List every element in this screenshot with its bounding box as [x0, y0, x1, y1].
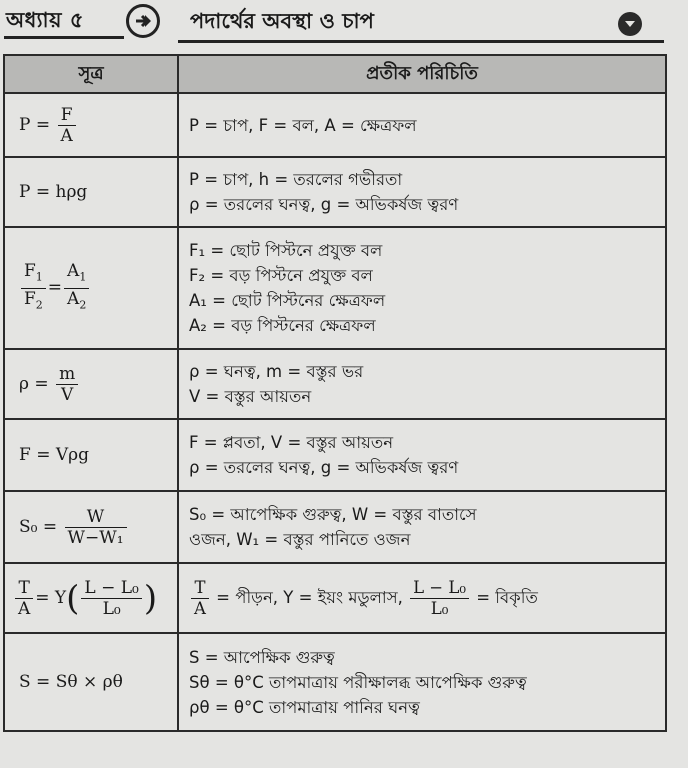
- symbols-cell: [178, 563, 666, 633]
- symbol-line: P = চাপ, h = তরলের গভীরতা: [189, 170, 403, 189]
- table-header-row: [4, 55, 666, 93]
- formula-fraction: [56, 364, 78, 405]
- arrow-right-circle-icon: [126, 4, 160, 38]
- formula-cell: S = Sθ × ρθ: [4, 633, 178, 731]
- fraction-numerator: W: [65, 507, 127, 528]
- symbol-fraction: $\frac{T}{A}$: [191, 578, 209, 619]
- formula-cell: $\frac{T}{A}$ = Y( $\frac{\text{L − L₀}}{\text{L₀}}$ ): [4, 563, 178, 633]
- formula-fraction: [65, 507, 127, 548]
- symbol-line: ρ = তরলের ঘনত্ব, g = অভিকর্ষজ ত্বরণ: [189, 458, 459, 477]
- formula-fraction: $\frac{F_1}{F_2}$: [21, 261, 46, 315]
- formula-fraction: [58, 105, 76, 146]
- formula-lhs: P: [19, 114, 31, 135]
- formula-cell: S₀ = $\frac{W}{\text{W−W₁}}$: [4, 491, 178, 563]
- column-header-formula: সূত্র: [4, 55, 178, 93]
- formula-table: [3, 54, 667, 732]
- symbol-line: S = আপেক্ষিক গুরুত্ব: [189, 647, 335, 667]
- formula-lhs: S₀: [19, 516, 38, 537]
- fraction-numerator: A: [67, 261, 80, 282]
- chevron-down-icon: [618, 12, 642, 36]
- symbol-line: A₁ = ছোট পিস্টনের ক্ষেত্রফল: [189, 291, 386, 310]
- fraction-denominator: W−W₁: [67, 527, 124, 548]
- fraction-denominator: L₀: [102, 598, 121, 619]
- fraction-numerator: m: [56, 364, 78, 385]
- symbols-cell: [178, 349, 666, 419]
- formula-lhs: ρ: [19, 373, 29, 394]
- table-row: [4, 349, 666, 419]
- symbol-line: S₀ = আপেক্ষিক গুরুত্ব, W = বস্তুর বাতাসে: [189, 505, 477, 524]
- table-row: [4, 563, 666, 633]
- symbol-text: = বিকৃতি: [476, 587, 538, 607]
- fraction-denominator: V: [60, 384, 74, 405]
- formula-fraction: [81, 578, 141, 619]
- formula-cell: $\frac{F_1}{F_2}$ = $\frac{A_1}{A_2}$: [4, 227, 178, 349]
- symbol-line: ρ = তরলের ঘনত্ব, g = অভিকর্ষজ ত্বরণ: [189, 195, 459, 214]
- table-row: [4, 227, 666, 349]
- table-row: [4, 491, 666, 563]
- symbols-cell: [178, 491, 666, 563]
- formula-cell: F = Vρg: [4, 419, 178, 491]
- formula-cell: P = $\frac{F}{A}$: [4, 93, 178, 157]
- chapter-title: পদার্থের অবস্থা ও চাপ: [190, 9, 374, 33]
- symbol-fraction: $\frac{\text{L − L₀}}{\text{L₀}}$: [410, 578, 469, 619]
- symbol-line: F₂ = বড় পিস্টনে প্রযুক্ত বল: [189, 266, 373, 285]
- fraction-numerator: L − L₀: [81, 578, 141, 599]
- formula-cell: P = hρg: [4, 157, 178, 227]
- formula-fraction: $\frac{A_1}{A_2}$: [64, 261, 89, 315]
- symbols-cell: [178, 633, 666, 731]
- table-row: [4, 93, 666, 157]
- column-header-symbols: প্রতীক পরিচিতি: [178, 55, 666, 93]
- fraction-numerator: F: [58, 105, 76, 126]
- fraction-numerator: F: [24, 261, 36, 282]
- formula-mid: = Y: [35, 587, 67, 608]
- fraction-denominator: A: [18, 598, 31, 619]
- symbol-line: ρ = ঘনত্ব, m = বস্তুর ভর: [189, 362, 364, 381]
- symbol-line: ρθ = θ°C তাপমাত্রায় পানির ঘনত্ব: [189, 697, 420, 717]
- formula-fraction: [15, 578, 33, 619]
- fraction-numerator: T: [15, 578, 33, 599]
- symbol-line: P = চাপ, F = বল, A = ক্ষেত্রফল: [189, 115, 417, 135]
- symbol-line: Sθ = θ°C তাপমাত্রায় পরীক্ষালব্ধ আপেক্ষিক গুরুত্ব: [189, 672, 527, 692]
- symbols-cell: [178, 419, 666, 491]
- fraction-denominator: F: [24, 288, 36, 309]
- table-row: [4, 633, 666, 731]
- title-rule: [178, 40, 664, 43]
- symbols-cell: [178, 157, 666, 227]
- fraction-denominator: A: [60, 125, 73, 146]
- symbols-cell: [178, 93, 666, 157]
- symbol-line: F = প্লবতা, V = বস্তুর আয়তন: [189, 433, 394, 452]
- symbol-line: F₁ = ছোট পিস্টনে প্রযুক্ত বল: [189, 241, 383, 260]
- table-row: [4, 157, 666, 227]
- fraction-denominator: A: [67, 288, 80, 309]
- symbol-line: A₂ = বড় পিস্টনের ক্ষেত্রফল: [189, 316, 376, 335]
- formula-cell: ρ = $\frac{m}{V}$: [4, 349, 178, 419]
- chapter-label: অধ্যায় ৫: [6, 8, 84, 32]
- symbol-line: ওজন, W₁ = বস্তুর পানিতে ওজন: [189, 530, 411, 549]
- symbol-line: V = বস্তুর আয়তন: [189, 387, 312, 406]
- table-row: [4, 419, 666, 491]
- chapter-underline: [4, 36, 124, 39]
- symbols-cell: [178, 227, 666, 349]
- symbol-text: = পীড়ন, Y = ইয়ং মডুলাস,: [216, 587, 403, 607]
- page-header: [0, 0, 688, 48]
